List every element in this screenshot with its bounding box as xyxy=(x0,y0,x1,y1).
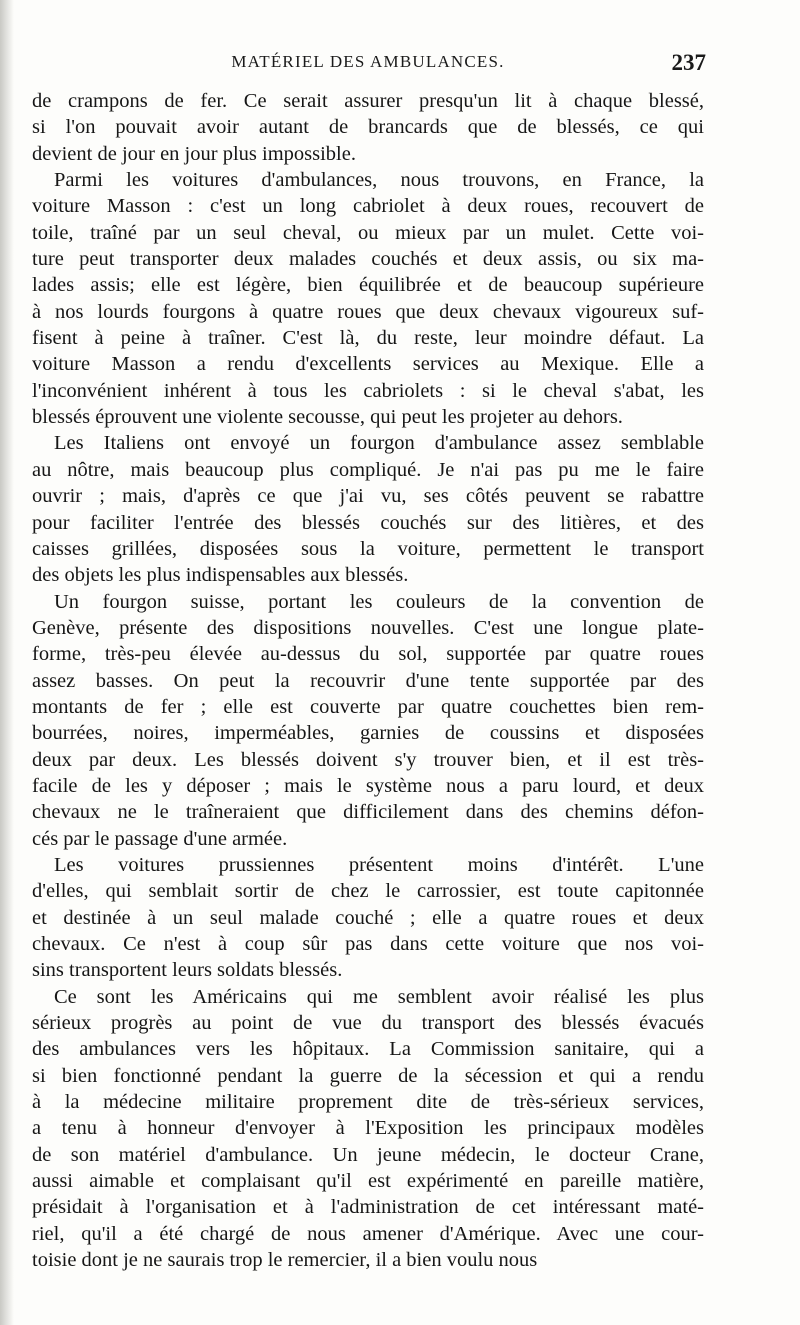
paragraph xyxy=(32,430,704,588)
text-line: caisses grillées, disposées sous la voiture, permettent le transport xyxy=(32,537,704,560)
paragraph xyxy=(32,167,704,430)
text-line: facile de les y déposer ; mais le système nous a paru lourd, et deux xyxy=(32,774,704,797)
text-line: ouvrir ; mais, d'après ce que j'ai vu, ses côtés peuvent se rabattre xyxy=(32,485,704,508)
text-line: à la médecine militaire proprement dite de très-sérieux services, xyxy=(32,1091,704,1114)
text-line: des objets les plus indispensables aux blessés. xyxy=(32,564,409,587)
text-line: de son matériel d'ambulance. Un jeune médecin, le docteur Crane, xyxy=(32,1143,704,1166)
text-line: cés par le passage d'une armée. xyxy=(32,827,288,850)
text-line: toile, traîné par un seul cheval, ou mieux par un mulet. Cette voi- xyxy=(32,221,704,244)
text-line: Les Italiens ont envoyé un fourgon d'ambulance assez semblable xyxy=(54,432,704,455)
text-line: blessés éprouvent une violente secousse, qui peut les projeter au dehors. xyxy=(32,406,623,429)
running-head: MATÉRIEL DES AMBULANCES. xyxy=(231,52,505,71)
text-line: devient de jour en jour plus impossible. xyxy=(32,142,356,165)
paragraph xyxy=(32,852,704,984)
text-line: Genève, présente des dispositions nouvelles. C'est une longue plate- xyxy=(32,616,704,639)
text-line: bourrées, noires, imperméables, garnies de coussins et disposées xyxy=(32,722,704,745)
text-line: forme, très-peu élevée au-dessus du sol, supportée par quatre roues xyxy=(32,643,704,666)
text-line: sérieux progrès au point de vue du transport des blessés évacués xyxy=(32,1012,704,1035)
text-line: voiture Masson : c'est un long cabriolet à deux roues, recouvert de xyxy=(32,195,704,218)
body-text xyxy=(32,88,704,1273)
text-line: Parmi les voitures d'ambulances, nous trouvons, en France, la xyxy=(54,169,704,192)
text-line: toisie dont je ne saurais trop le remercier, il a bien voulu nous xyxy=(32,1249,538,1272)
text-line: Un fourgon suisse, portant les couleurs de la convention de xyxy=(54,590,704,613)
text-line: voiture Masson a rendu d'excellents services au Mexique. Elle a xyxy=(32,353,704,376)
page-header xyxy=(30,50,706,80)
text-line: à nos lourds fourgons à quatre roues que deux chevaux vigoureux suf- xyxy=(32,300,704,323)
text-line: chevaux ne le traîneraient que difficilement dans des chemins défon- xyxy=(32,801,704,824)
text-line: l'inconvénient inhérent à tous les cabriolets : si le cheval s'abat, les xyxy=(32,379,704,402)
text-line: ture peut transporter deux malades couchés et deux assis, ou six ma- xyxy=(32,248,704,271)
text-line: chevaux. Ce n'est à coup sûr pas dans cette voiture que nos voi- xyxy=(32,933,704,955)
text-line: Ce sont les Américains qui me semblent avoir réalisé les plus xyxy=(54,985,704,1008)
text-line: au nôtre, mais beaucoup plus compliqué. Je n'ai pas pu me le faire xyxy=(32,458,704,481)
text-line: si l'on pouvait avoir autant de brancards que de blessés, ce qui xyxy=(32,116,704,139)
text-line: et destinée à un seul malade couché ; elle a quatre roues et deux xyxy=(32,906,704,929)
text-line: Les voitures prussiennes présentent moins d'intérêt. L'une xyxy=(54,853,704,876)
text-line: présidait à l'organisation et à l'administration de cet intéressant maté- xyxy=(32,1196,704,1219)
text-line: pour faciliter l'entrée des blessés couchés sur des litières, et des xyxy=(32,511,704,534)
text-line: riel, qu'il a été chargé de nous amener d'Amérique. Avec une cour- xyxy=(32,1222,704,1245)
text-line: montants de fer ; elle est couverte par quatre couchettes bien rem- xyxy=(32,695,704,718)
text-line: de crampons de fer. Ce serait assurer presqu'un lit à chaque blessé, xyxy=(32,90,704,112)
paragraph xyxy=(32,984,704,1274)
text-line: assez basses. On peut la recouvrir d'une tente supportée par des xyxy=(32,669,704,692)
text-line: si bien fonctionné pendant la guerre de la sécession et qui a rendu xyxy=(32,1064,704,1087)
text-line: a tenu à honneur d'envoyer à l'Exposition les principaux modèles xyxy=(32,1117,704,1140)
text-line: aussi aimable et complaisant qu'il est expérimenté en pareille matière, xyxy=(32,1170,704,1193)
text-line: lades assis; elle est légère, bien équilibrée et de beaucoup supérieure xyxy=(32,274,704,297)
text-line: sins transportent leurs soldats blessés. xyxy=(32,959,343,982)
paragraph xyxy=(32,88,704,167)
page-number: 237 xyxy=(671,50,706,75)
paragraph xyxy=(32,589,704,852)
text-line: des ambulances vers les hôpitaux. La Commission sanitaire, qui a xyxy=(32,1038,704,1061)
text-line: deux par deux. Les blessés doivent s'y trouver bien, et il est très- xyxy=(32,748,704,771)
text-line: d'elles, qui semblait sortir de chez le carrossier, est toute capitonnée xyxy=(32,880,704,903)
page-spine-shadow xyxy=(0,0,14,1325)
text-line: fisent à peine à traîner. C'est là, du reste, leur moindre défaut. La xyxy=(32,327,704,350)
